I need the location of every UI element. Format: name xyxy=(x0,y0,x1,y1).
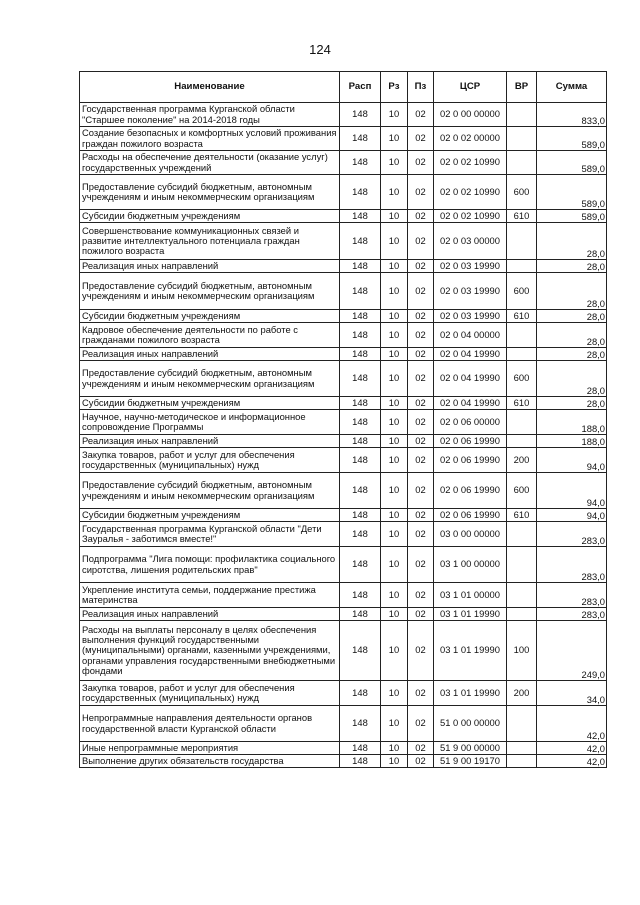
cell-csr: 03 0 00 00000 xyxy=(434,522,507,547)
cell-rasp: 148 xyxy=(340,223,381,260)
cell-name: Выполнение других обязательств государства xyxy=(80,755,340,768)
cell-csr: 03 1 01 19990 xyxy=(434,621,507,681)
table-row xyxy=(80,127,607,151)
cell-pz: 02 xyxy=(408,473,434,509)
cell-name: Научное, научно-методическое и информационное сопровождение Программы xyxy=(80,410,340,435)
cell-pz: 02 xyxy=(408,397,434,410)
cell-pz: 02 xyxy=(408,310,434,323)
cell-csr: 02 0 06 19990 xyxy=(434,509,507,522)
cell-name: Государственная программа Курганской области "Дети Зауралья - заботимся вместе!" xyxy=(80,522,340,547)
table-row xyxy=(80,608,607,621)
cell-vr: 600 xyxy=(507,273,537,310)
cell-csr: 02 0 02 10990 xyxy=(434,210,507,223)
cell-rz: 10 xyxy=(381,348,408,361)
cell-csr: 02 0 02 10990 xyxy=(434,175,507,210)
cell-vr: 610 xyxy=(507,310,537,323)
cell-vr: 200 xyxy=(507,448,537,473)
cell-csr: 02 0 06 00000 xyxy=(434,410,507,435)
table-row xyxy=(80,397,607,410)
header-csr: ЦСР xyxy=(434,72,507,103)
table-row xyxy=(80,210,607,223)
cell-csr: 02 0 03 00000 xyxy=(434,223,507,260)
cell-name: Подпрограмма "Лига помощи: профилактика социального сиротства, лишения родительских прав" xyxy=(80,547,340,583)
cell-csr: 02 0 04 00000 xyxy=(434,323,507,348)
cell-rz: 10 xyxy=(381,621,408,681)
cell-rasp: 148 xyxy=(340,547,381,583)
table-row xyxy=(80,742,607,755)
cell-csr: 02 0 03 19990 xyxy=(434,310,507,323)
table-row xyxy=(80,348,607,361)
table-row xyxy=(80,410,607,435)
cell-vr xyxy=(507,547,537,583)
cell-pz: 02 xyxy=(408,681,434,706)
cell-sum: 94,0 xyxy=(537,448,607,473)
cell-name: Закупка товаров, работ и услуг для обеспечения государственных (муниципальных) нужд xyxy=(80,681,340,706)
page-number: 124 xyxy=(309,42,331,57)
cell-pz: 02 xyxy=(408,223,434,260)
cell-sum: 249,0 xyxy=(537,621,607,681)
cell-rasp: 148 xyxy=(340,755,381,768)
table-header-row xyxy=(80,72,607,103)
cell-rz: 10 xyxy=(381,103,408,127)
cell-name: Государственная программа Курганской области "Старшее поколение" на 2014-2018 годы xyxy=(80,103,340,127)
cell-csr: 03 1 01 00000 xyxy=(434,583,507,608)
cell-rasp: 148 xyxy=(340,348,381,361)
cell-csr: 03 1 01 19990 xyxy=(434,608,507,621)
cell-sum: 28,0 xyxy=(537,223,607,260)
cell-name: Совершенствование коммуникационных связей и развитие интеллектуального потенциала граждан пожилого возраста xyxy=(80,223,340,260)
cell-rasp: 148 xyxy=(340,706,381,742)
cell-name: Субсидии бюджетным учреждениям xyxy=(80,509,340,522)
cell-rz: 10 xyxy=(381,522,408,547)
cell-vr xyxy=(507,323,537,348)
cell-name: Реализация иных направлений xyxy=(80,348,340,361)
cell-csr: 51 9 00 19170 xyxy=(434,755,507,768)
cell-vr xyxy=(507,755,537,768)
cell-vr xyxy=(507,410,537,435)
cell-sum: 94,0 xyxy=(537,509,607,522)
cell-rz: 10 xyxy=(381,473,408,509)
cell-pz: 02 xyxy=(408,706,434,742)
table-row xyxy=(80,522,607,547)
cell-vr xyxy=(507,103,537,127)
cell-sum: 28,0 xyxy=(537,397,607,410)
cell-rasp: 148 xyxy=(340,151,381,175)
table-row xyxy=(80,260,607,273)
table-row xyxy=(80,151,607,175)
cell-csr: 02 0 02 00000 xyxy=(434,127,507,151)
cell-csr: 02 0 06 19990 xyxy=(434,473,507,509)
cell-rasp: 148 xyxy=(340,127,381,151)
cell-sum: 188,0 xyxy=(537,410,607,435)
cell-sum: 28,0 xyxy=(537,323,607,348)
cell-rasp: 148 xyxy=(340,323,381,348)
cell-name: Субсидии бюджетным учреждениям xyxy=(80,397,340,410)
cell-rasp: 148 xyxy=(340,608,381,621)
table-row xyxy=(80,473,607,509)
cell-pz: 02 xyxy=(408,583,434,608)
cell-vr: 610 xyxy=(507,509,537,522)
cell-vr xyxy=(507,608,537,621)
cell-rz: 10 xyxy=(381,397,408,410)
cell-rz: 10 xyxy=(381,583,408,608)
cell-vr xyxy=(507,127,537,151)
cell-csr: 02 0 03 19990 xyxy=(434,260,507,273)
cell-vr xyxy=(507,435,537,448)
cell-rz: 10 xyxy=(381,547,408,583)
cell-rasp: 148 xyxy=(340,273,381,310)
cell-rz: 10 xyxy=(381,127,408,151)
cell-sum: 833,0 xyxy=(537,103,607,127)
cell-rasp: 148 xyxy=(340,175,381,210)
cell-csr: 02 0 06 19990 xyxy=(434,435,507,448)
cell-rz: 10 xyxy=(381,175,408,210)
cell-rasp: 148 xyxy=(340,742,381,755)
cell-csr: 51 0 00 00000 xyxy=(434,706,507,742)
cell-vr: 610 xyxy=(507,210,537,223)
table-row xyxy=(80,706,607,742)
table-row xyxy=(80,547,607,583)
cell-name: Расходы на обеспечение деятельности (оказание услуг) государственных учреждений xyxy=(80,151,340,175)
cell-pz: 02 xyxy=(408,210,434,223)
cell-name: Закупка товаров, работ и услуг для обеспечения государственных (муниципальных) нужд xyxy=(80,448,340,473)
cell-rasp: 148 xyxy=(340,103,381,127)
cell-name: Предоставление субсидий бюджетным, автономным учреждениям и иным некоммерческим организациям xyxy=(80,361,340,397)
cell-pz: 02 xyxy=(408,348,434,361)
cell-sum: 34,0 xyxy=(537,681,607,706)
cell-csr: 02 0 04 19990 xyxy=(434,397,507,410)
cell-rz: 10 xyxy=(381,706,408,742)
cell-name: Непрограммные направления деятельности органов государственной власти Курганской области xyxy=(80,706,340,742)
cell-sum: 94,0 xyxy=(537,473,607,509)
cell-rz: 10 xyxy=(381,310,408,323)
budget-table xyxy=(79,71,607,768)
cell-rasp: 148 xyxy=(340,397,381,410)
cell-rz: 10 xyxy=(381,509,408,522)
cell-pz: 02 xyxy=(408,509,434,522)
cell-rasp: 148 xyxy=(340,473,381,509)
header-pz: Пз xyxy=(408,72,434,103)
table-row xyxy=(80,223,607,260)
table-row xyxy=(80,621,607,681)
cell-rz: 10 xyxy=(381,681,408,706)
table-row xyxy=(80,323,607,348)
cell-name: Предоставление субсидий бюджетным, автономным учреждениям и иным некоммерческим организациям xyxy=(80,273,340,310)
cell-sum: 42,0 xyxy=(537,742,607,755)
cell-vr xyxy=(507,348,537,361)
cell-rz: 10 xyxy=(381,755,408,768)
cell-rz: 10 xyxy=(381,210,408,223)
cell-sum: 28,0 xyxy=(537,273,607,310)
cell-vr: 100 xyxy=(507,621,537,681)
table-row xyxy=(80,448,607,473)
cell-sum: 28,0 xyxy=(537,361,607,397)
cell-name: Предоставление субсидий бюджетным, автономным учреждениям и иным некоммерческим организациям xyxy=(80,175,340,210)
cell-sum: 589,0 xyxy=(537,210,607,223)
cell-rasp: 148 xyxy=(340,583,381,608)
cell-sum: 589,0 xyxy=(537,151,607,175)
cell-pz: 02 xyxy=(408,410,434,435)
table-row xyxy=(80,103,607,127)
table-row xyxy=(80,681,607,706)
cell-pz: 02 xyxy=(408,260,434,273)
cell-pz: 02 xyxy=(408,273,434,310)
table-row xyxy=(80,755,607,768)
cell-sum: 283,0 xyxy=(537,583,607,608)
cell-rz: 10 xyxy=(381,448,408,473)
cell-rz: 10 xyxy=(381,435,408,448)
cell-csr: 02 0 04 19990 xyxy=(434,361,507,397)
cell-name: Расходы на выплаты персоналу в целях обеспечения выполнения функций государственными (муниципальными) органами, казенными учреждениями, органами управления государственными внебюджетными фондами xyxy=(80,621,340,681)
cell-csr: 03 1 01 19990 xyxy=(434,681,507,706)
cell-pz: 02 xyxy=(408,323,434,348)
cell-pz: 02 xyxy=(408,547,434,583)
cell-rasp: 148 xyxy=(340,410,381,435)
cell-sum: 42,0 xyxy=(537,755,607,768)
cell-rasp: 148 xyxy=(340,522,381,547)
table-row xyxy=(80,175,607,210)
cell-name: Субсидии бюджетным учреждениям xyxy=(80,210,340,223)
cell-rz: 10 xyxy=(381,608,408,621)
table-row xyxy=(80,310,607,323)
cell-pz: 02 xyxy=(408,103,434,127)
cell-vr xyxy=(507,706,537,742)
cell-name: Реализация иных направлений xyxy=(80,260,340,273)
cell-sum: 589,0 xyxy=(537,127,607,151)
cell-csr: 02 0 00 00000 xyxy=(434,103,507,127)
cell-sum: 42,0 xyxy=(537,706,607,742)
cell-csr: 03 1 00 00000 xyxy=(434,547,507,583)
cell-csr: 02 0 03 19990 xyxy=(434,273,507,310)
cell-rasp: 148 xyxy=(340,435,381,448)
cell-rasp: 148 xyxy=(340,681,381,706)
cell-pz: 02 xyxy=(408,175,434,210)
header-name: Наименование xyxy=(80,72,340,103)
cell-vr xyxy=(507,522,537,547)
cell-name: Реализация иных направлений xyxy=(80,608,340,621)
table-row xyxy=(80,509,607,522)
cell-sum: 283,0 xyxy=(537,608,607,621)
cell-csr: 02 0 02 10990 xyxy=(434,151,507,175)
cell-pz: 02 xyxy=(408,755,434,768)
cell-name: Укрепление института семьи, поддержание престижа материнства xyxy=(80,583,340,608)
cell-vr: 610 xyxy=(507,397,537,410)
cell-csr: 51 9 00 00000 xyxy=(434,742,507,755)
cell-name: Реализация иных направлений xyxy=(80,435,340,448)
cell-sum: 28,0 xyxy=(537,348,607,361)
cell-vr xyxy=(507,151,537,175)
cell-rz: 10 xyxy=(381,273,408,310)
header-sum: Сумма xyxy=(537,72,607,103)
cell-rz: 10 xyxy=(381,223,408,260)
cell-vr xyxy=(507,260,537,273)
cell-vr xyxy=(507,223,537,260)
cell-pz: 02 xyxy=(408,435,434,448)
cell-rz: 10 xyxy=(381,410,408,435)
cell-rz: 10 xyxy=(381,361,408,397)
cell-csr: 02 0 06 19990 xyxy=(434,448,507,473)
cell-pz: 02 xyxy=(408,742,434,755)
cell-pz: 02 xyxy=(408,127,434,151)
cell-sum: 589,0 xyxy=(537,175,607,210)
cell-rasp: 148 xyxy=(340,509,381,522)
table-row xyxy=(80,435,607,448)
cell-pz: 02 xyxy=(408,522,434,547)
cell-name: Создание безопасных и комфортных условий проживания граждан пожилого возраста xyxy=(80,127,340,151)
cell-rasp: 148 xyxy=(340,621,381,681)
cell-rz: 10 xyxy=(381,260,408,273)
cell-vr: 600 xyxy=(507,361,537,397)
cell-rasp: 148 xyxy=(340,361,381,397)
cell-vr: 600 xyxy=(507,473,537,509)
cell-rz: 10 xyxy=(381,151,408,175)
cell-rasp: 148 xyxy=(340,260,381,273)
cell-vr xyxy=(507,742,537,755)
cell-sum: 283,0 xyxy=(537,547,607,583)
header-rz: Рз xyxy=(381,72,408,103)
cell-pz: 02 xyxy=(408,621,434,681)
cell-rz: 10 xyxy=(381,323,408,348)
cell-vr: 200 xyxy=(507,681,537,706)
cell-sum: 28,0 xyxy=(537,260,607,273)
cell-pz: 02 xyxy=(408,151,434,175)
cell-name: Иные непрограммные мероприятия xyxy=(80,742,340,755)
cell-vr: 600 xyxy=(507,175,537,210)
cell-sum: 188,0 xyxy=(537,435,607,448)
table-row xyxy=(80,583,607,608)
cell-vr xyxy=(507,583,537,608)
cell-pz: 02 xyxy=(408,608,434,621)
cell-sum: 283,0 xyxy=(537,522,607,547)
cell-rasp: 148 xyxy=(340,210,381,223)
cell-name: Предоставление субсидий бюджетным, автономным учреждениям и иным некоммерческим организациям xyxy=(80,473,340,509)
header-vr: ВР xyxy=(507,72,537,103)
cell-pz: 02 xyxy=(408,361,434,397)
cell-rasp: 148 xyxy=(340,310,381,323)
cell-name: Субсидии бюджетным учреждениям xyxy=(80,310,340,323)
header-rasp: Расп xyxy=(340,72,381,103)
cell-rz: 10 xyxy=(381,742,408,755)
table-row xyxy=(80,273,607,310)
cell-pz: 02 xyxy=(408,448,434,473)
table-row xyxy=(80,361,607,397)
cell-rasp: 148 xyxy=(340,448,381,473)
cell-csr: 02 0 04 19990 xyxy=(434,348,507,361)
cell-sum: 28,0 xyxy=(537,310,607,323)
cell-name: Кадровое обеспечение деятельности по работе с гражданами пожилого возраста xyxy=(80,323,340,348)
table-body xyxy=(80,103,607,768)
